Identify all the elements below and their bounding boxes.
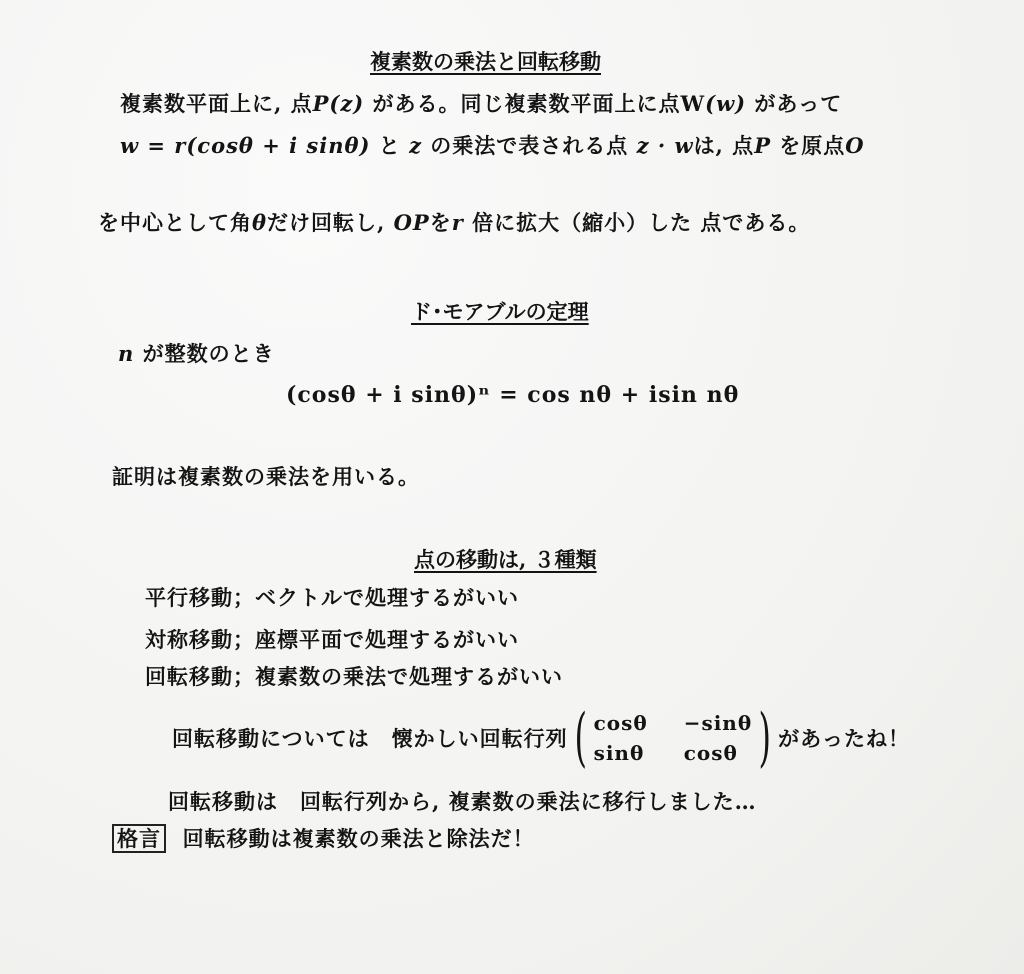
text-fragment: は, 点 <box>693 133 755 158</box>
list-item-translation: 平行移動；ベクトルで処理するがいい <box>145 585 519 610</box>
math-z: z <box>409 133 422 158</box>
math-O: O <box>845 133 865 158</box>
list-item-rotation: 回転移動；複素数の乗法で処理するがいい <box>145 664 563 689</box>
math-z: (z) <box>329 91 365 116</box>
matrix-cell: sinθ <box>593 741 645 765</box>
heading-complex-multiplication: 複素数の乗法と回転移動 <box>370 49 601 74</box>
paragraph-line-3 <box>98 207 810 237</box>
math-w-equation: w = r(cosθ + i sinθ) <box>120 133 371 158</box>
text-fragment: と <box>370 133 410 158</box>
text-fragment: があって <box>746 91 843 116</box>
de-moivre-formula: (cosθ + i sinθ)ⁿ = cos nθ + isin nθ <box>286 382 740 408</box>
math-w: (w) <box>705 91 747 116</box>
maxim-text: 回転移動は複素数の乗法と除法だ！ <box>182 826 535 851</box>
math-z-times-w: z · w <box>636 133 694 158</box>
text-fragment: がある。同じ複素数平面上に点W <box>364 91 706 116</box>
matrix-cell: −sinθ <box>683 711 753 735</box>
rotation-matrix-line <box>172 701 910 775</box>
math-P: P <box>754 133 771 158</box>
text-fragment: 複素数平面上に, 点 <box>120 91 313 116</box>
text-fragment: 倍に拡大（縮小）した 点である。 <box>463 210 811 235</box>
paragraph-line-2 <box>120 130 865 160</box>
transition-note: 回転移動は 回転行列から, 複素数の乗法に移行しました… <box>168 789 757 814</box>
text-fragment: の乗法で表される点 <box>422 133 637 158</box>
paragraph-line-1 <box>120 88 842 118</box>
condition-line <box>118 338 275 368</box>
text-fragment: 回転移動については 懐かしい回転行列 <box>172 726 568 751</box>
heading-point-movement: 点の移動は, ３種類 <box>414 547 597 572</box>
math-OP: OP <box>393 210 430 235</box>
right-paren: ) <box>758 701 772 775</box>
left-paren: ( <box>574 701 588 775</box>
rotation-matrix <box>568 701 779 775</box>
text-fragment: があったね！ <box>778 726 910 751</box>
math-n: n <box>118 341 135 366</box>
math-P: P <box>312 91 330 116</box>
text-fragment: だけ回転し, <box>267 210 394 235</box>
list-item-reflection: 対称移動；座標平面で処理するがいい <box>145 627 519 652</box>
maxim-label: 格言 <box>112 824 166 853</box>
text-fragment: を <box>429 210 452 235</box>
math-theta: θ <box>252 210 268 235</box>
text-fragment: を中心として角 <box>98 210 252 235</box>
text-fragment: を原点 <box>770 133 846 158</box>
text-fragment: が整数のとき <box>134 341 275 366</box>
heading-de-moivre: ド･モアブルの定理 <box>411 299 589 324</box>
maxim-line <box>112 823 535 853</box>
matrix-cell: cosθ <box>683 741 738 765</box>
math-r: r <box>451 210 464 235</box>
matrix-cell: cosθ <box>593 711 648 735</box>
proof-note: 証明は複素数の乗法を用いる。 <box>112 464 420 489</box>
